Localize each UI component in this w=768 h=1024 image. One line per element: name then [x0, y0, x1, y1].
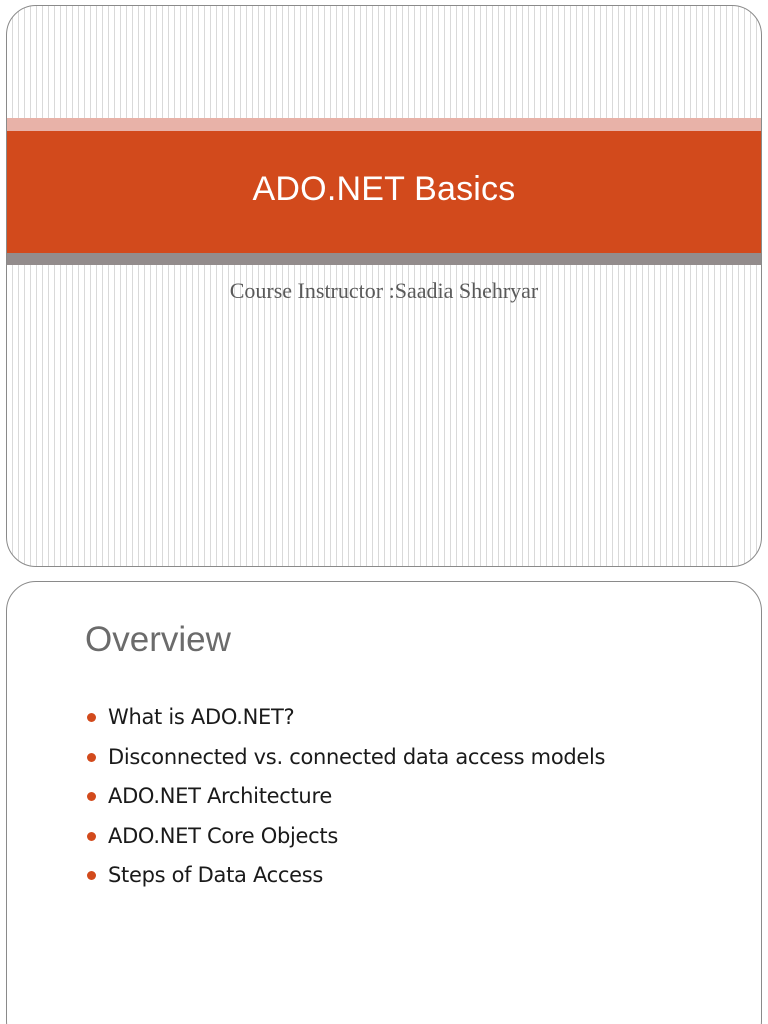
bullet-dot-icon — [87, 871, 96, 880]
bullet-text: ADO.NET Architecture — [108, 784, 332, 808]
bullet-dot-icon — [87, 792, 96, 801]
overview-heading: Overview — [85, 620, 231, 659]
bullet-text: ADO.NET Core Objects — [108, 823, 338, 848]
title-divider-strip — [7, 253, 761, 265]
title-accent-strip — [7, 118, 761, 131]
slide-subtitle: Course Instructor :Saadia Shehryar — [229, 278, 539, 303]
bullet-text: Disconnected vs. connected data access models — [108, 744, 606, 769]
title-band — [7, 131, 761, 253]
bullet-item — [87, 742, 605, 782]
bullet-item — [87, 821, 605, 861]
bullet-item — [87, 702, 605, 742]
bullet-item — [87, 860, 605, 900]
bullet-item — [87, 781, 605, 821]
bullet-text: What is ADO.NET? — [108, 705, 295, 729]
title-slide — [6, 5, 762, 567]
overview-slide — [6, 581, 762, 1024]
slide-title: ADO.NET Basics — [252, 169, 516, 208]
bullet-dot-icon — [87, 832, 96, 841]
bullet-text: Steps of Data Access — [108, 863, 324, 887]
overview-bullet-list — [87, 702, 605, 900]
bullet-dot-icon — [87, 753, 96, 762]
bullet-dot-icon — [87, 713, 96, 722]
